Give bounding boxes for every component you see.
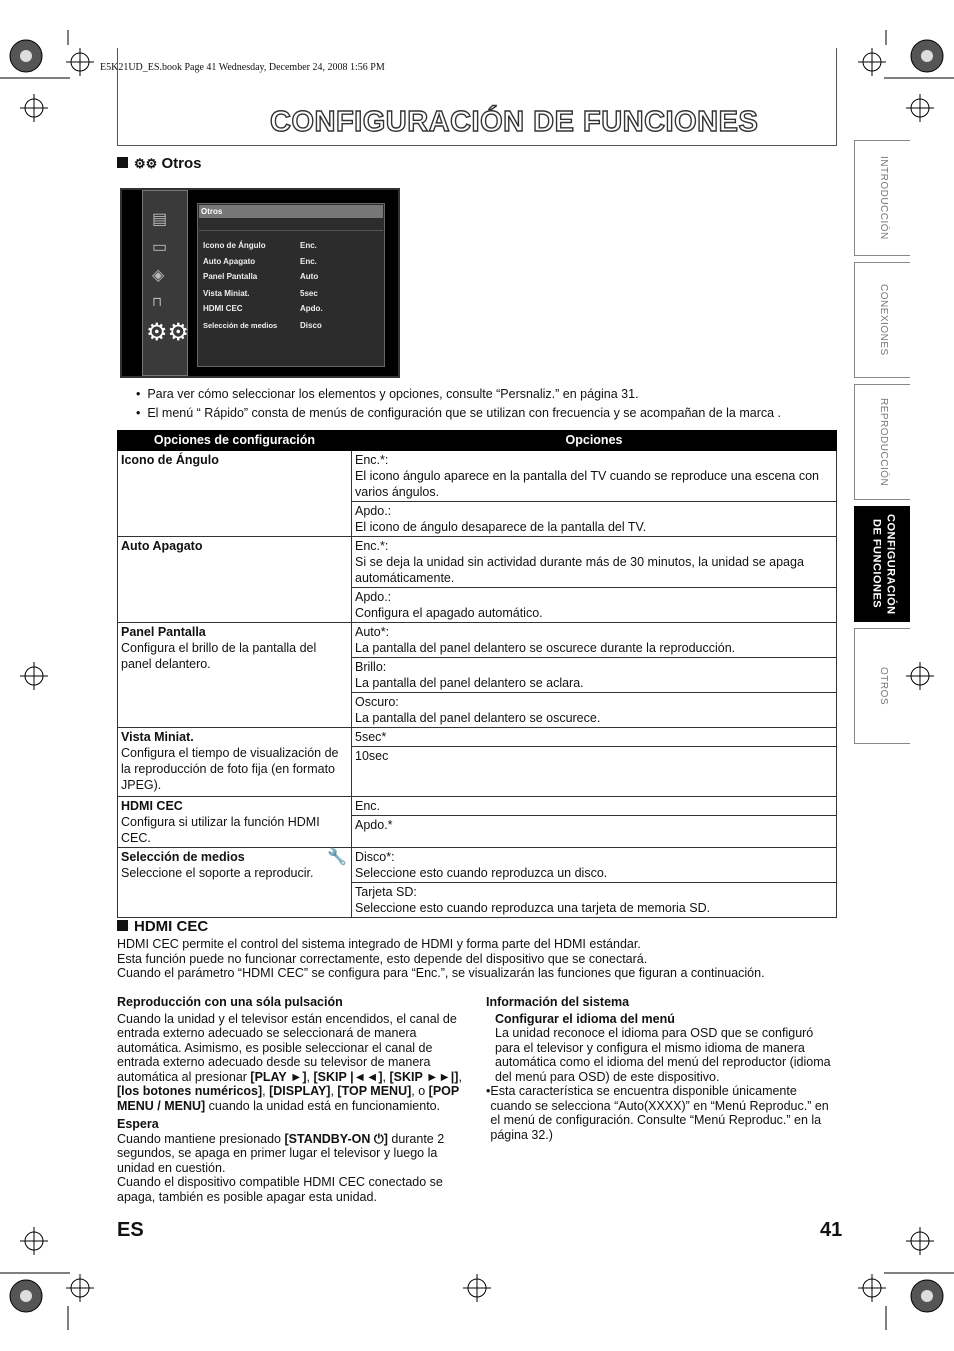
audio-icon: ◈ xyxy=(152,267,165,284)
screen-row-label: Panel Pantalla xyxy=(203,272,258,281)
screen-row-label: Icono de Ángulo xyxy=(203,241,266,250)
hdmi-heading: HDMI CEC xyxy=(117,918,208,937)
option-cell: Auto*: La pantalla del panel delantero se oscurece durante la reproducción. xyxy=(352,623,837,658)
table-row xyxy=(118,728,837,747)
screen-row-value: Enc. xyxy=(300,241,317,250)
screen-row-label: Auto Apagato xyxy=(203,257,256,266)
setting-cell: Selección de medios Seleccione el soporte a reproducir. 🔧 xyxy=(118,848,352,918)
table-row xyxy=(118,537,837,588)
setting-cell: Icono de Ángulo xyxy=(118,451,352,537)
hdmi-right-column: Información del sistema Configurar el idioma del menú La unidad reconoce el idioma para OSD que se configuró para el televisor y configura el mismo idioma de manera automática como el idioma del menú del reproductor (idioma del menú para OSD) de este dispositivo. • Esta característica se encuentra disponible únicamente cuando se selecciona “Auto(XXXX)” en “Menú Reproduc.” en el menú de configuración. Consulte “Menú Reproduc.” en la página 32.) xyxy=(486,995,831,1142)
setting-cell: Auto Apagato xyxy=(118,537,352,623)
tab-introduccion[interactable]: INTRODUCCIÓN xyxy=(854,140,910,256)
screen-row-value: Apdo. xyxy=(300,304,323,313)
otros-heading: ⚙⚙ Otros xyxy=(117,155,202,174)
option-cell: Oscuro: La pantalla del panel delantero se oscurece. xyxy=(352,693,837,728)
tab-configuracion[interactable]: CONFIGURACIÓN DE FUNCIONES xyxy=(854,506,910,622)
option-cell: Apdo.: El icono de ángulo desaparece de la pantalla del TV. xyxy=(352,502,837,537)
tab-otros[interactable]: OTROS xyxy=(854,628,910,744)
divider xyxy=(199,230,383,231)
option-cell: Enc.*: El icono ángulo aparece en la pantalla del TV cuando se reproduce una escena con varios ángulos. xyxy=(352,451,837,502)
screen-row-label: Vista Miniat. xyxy=(203,289,250,298)
wrench-icon: 🔧 xyxy=(327,849,347,866)
gears-icon: ⚙⚙ xyxy=(134,156,158,171)
hdmi-left-column: Reproducción con una sóla pulsación Cuando la unidad y el televisor están encendidos, el canal de entrada externo adecuado se seleccionará de manera automática. Asimismo, es posible seleccionar el canal de entrada externo adecuado desde su televisor de manera automática al presionar [PLAY ►], [SKIP |◄◄], [SKIP ►►|], [los botones numéricos], [DISPLAY], [TOP MENU], o [POP MENU / MENU] cuando la unidad está en funcionamiento. Espera Cuando mantiene presionado [STANDBY-ON ⏻] durante 2 segundos, se apaga en primer lugar el televisor y luego la unidad en cuestión. Cuando el dispositivo compatible HDMI CEC conectado se apaga, también es posible apagar esta unidad. xyxy=(117,995,462,1204)
menu-screen-title: Otros xyxy=(199,205,383,218)
option-cell: Apdo.* xyxy=(352,816,837,848)
options-table xyxy=(117,430,837,918)
table-row xyxy=(118,451,837,502)
lock-icon: ⊓ xyxy=(152,294,163,309)
screen-row-label: HDMI CEC xyxy=(203,304,243,313)
book-info-line: E5K21UD_ES.book Page 41 Wednesday, December 24, 2008 1:56 PM xyxy=(100,62,385,73)
square-bullet-icon xyxy=(117,157,128,168)
display-icon: ▭ xyxy=(152,239,168,256)
table-row xyxy=(118,797,837,816)
setting-cell: HDMI CEC Configura si utilizar la función HDMI CEC. xyxy=(118,797,352,848)
option-cell: Tarjeta SD: Seleccione esto cuando reproduzca una tarjeta de memoria SD. xyxy=(352,883,837,918)
option-cell: Apdo.: Configura el apagado automático. xyxy=(352,588,837,623)
page-title: CONFIGURACIÓN DE FUNCIONES xyxy=(270,106,759,138)
menu-screen-panel xyxy=(197,203,385,367)
square-bullet-icon xyxy=(117,920,128,931)
bullet-item: • Para ver cómo seleccionar los elementos y opciones, consulte “Persnaliz.” en página 31. xyxy=(136,387,639,401)
tab-conexiones[interactable]: CONEXIONES xyxy=(854,262,910,378)
gears-icon: ⚙⚙ xyxy=(146,319,190,346)
option-cell: Brillo: La pantalla del panel delantero se aclara. xyxy=(352,658,837,693)
option-cell: Disco*: Seleccione esto cuando reproduzca un disco. xyxy=(352,848,837,883)
screen-row-value: Auto xyxy=(300,272,319,281)
page-number: 41 xyxy=(820,1219,843,1241)
screen-row-value: 5sec xyxy=(300,289,318,298)
screen-row-value: Enc. xyxy=(300,257,317,266)
screen-row-value: Disco xyxy=(300,321,322,330)
table-header: Opciones xyxy=(352,431,837,451)
setting-cell: Panel Pantalla Configura el brillo de la pantalla del panel delantero. xyxy=(118,623,352,728)
setting-cell: Vista Miniat. Configura el tiempo de visualización de la reproducción de foto fija (en formato JPEG). xyxy=(118,728,352,797)
table-row xyxy=(118,848,837,883)
setup-list-icon: ▤ xyxy=(152,211,168,228)
option-cell: Enc. xyxy=(352,797,837,816)
language-code: ES xyxy=(117,1219,144,1241)
table-row xyxy=(118,623,837,658)
option-cell: 5sec* xyxy=(352,728,837,747)
tab-reproduccion[interactable]: REPRODUCCIÓN xyxy=(854,384,910,500)
option-cell: Enc.*: Si se deja la unidad sin actividad durante más de 30 minutos, la unidad se apaga automáticamente. xyxy=(352,537,837,588)
hdmi-intro: HDMI CEC permite el control del sistema integrado de HDMI y forma parte del HDMI estándar. Esta función puede no funcionar correctamente, esto depende del dispositivo que se conectará. Cuando el parámetro “HDMI CEC” se configura para “Enc.”, se visualizarán las funciones que figuran a continuación. xyxy=(117,937,765,980)
bullet-item: • El menú “ Rápido” consta de menús de configuración que se utilizan con frecuencia y se acompañan de la marca . xyxy=(136,406,782,420)
screen-row-label: Selección de medios xyxy=(203,321,278,330)
option-cell: 10sec xyxy=(352,747,837,797)
table-header: Opciones de configuración xyxy=(118,431,352,451)
